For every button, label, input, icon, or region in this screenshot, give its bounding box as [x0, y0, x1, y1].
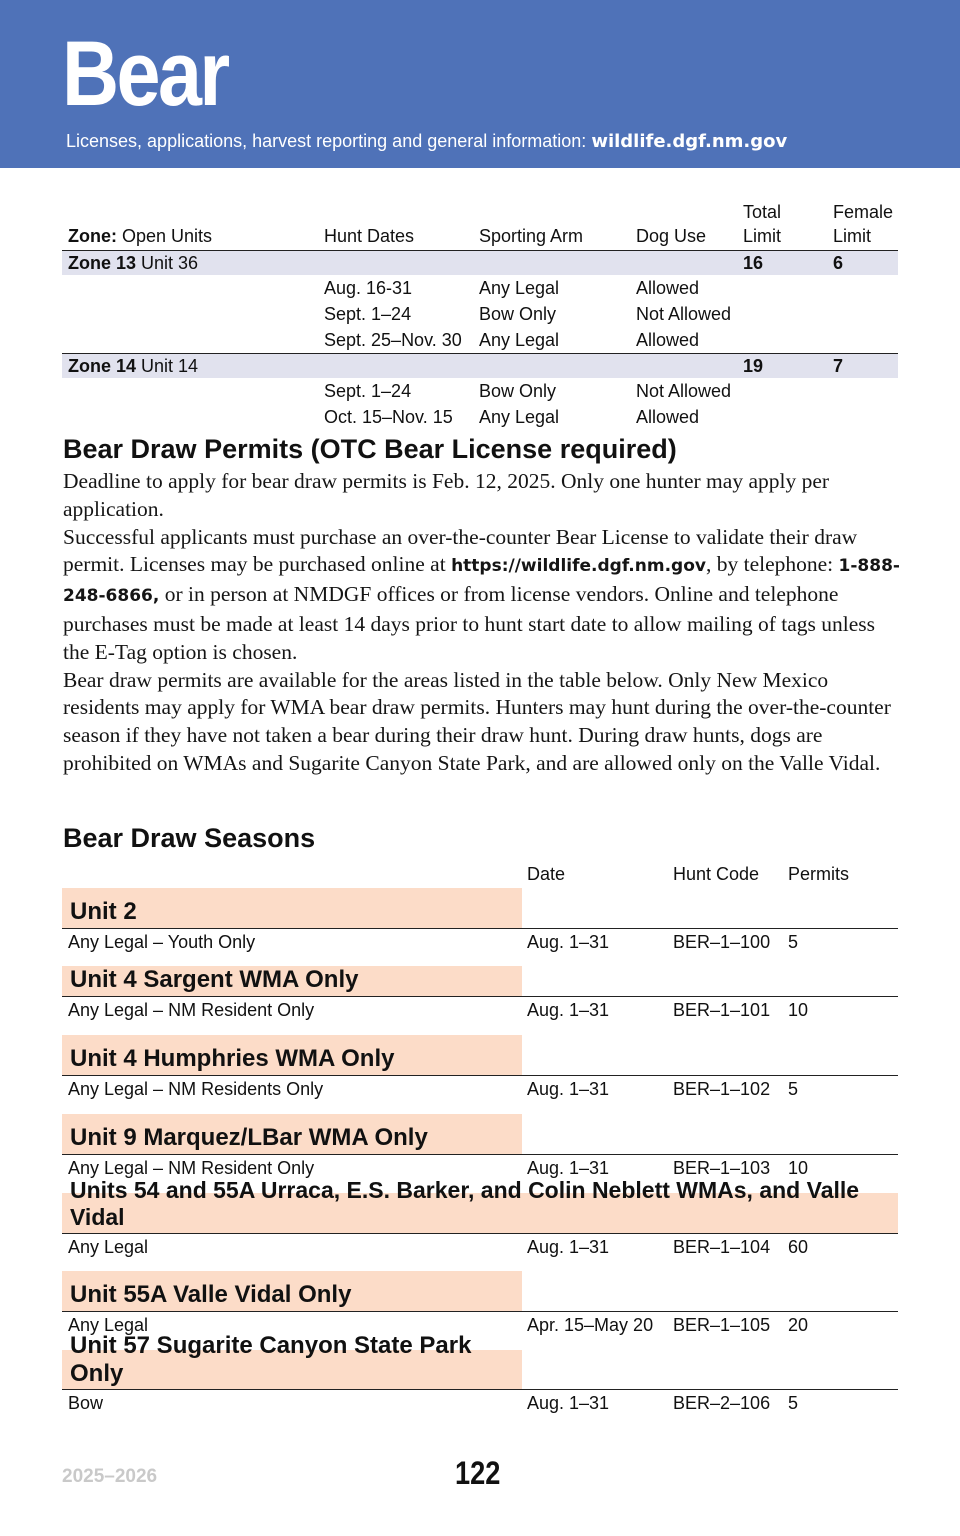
hunt-description: Any Legal – NM Resident Only: [68, 1158, 315, 1178]
zone-row: [62, 354, 898, 378]
hunt-date: Sept. 1–24: [324, 304, 412, 324]
hunt-date: Apr. 15–May 20: [527, 1315, 654, 1335]
draw-seasons-heading: Bear Draw Seasons: [63, 823, 316, 853]
dog-use: Allowed: [636, 407, 700, 427]
zone-label: Zone 14 Unit 14: [68, 356, 199, 376]
permit-count: 60: [788, 1237, 809, 1257]
otc-zone-table: [62, 200, 898, 430]
license-link[interactable]: https://wildlife.dgf.nm.gov: [451, 556, 706, 577]
permit-count: 10: [788, 1158, 809, 1178]
hunt-code: BER–1–102: [673, 1079, 771, 1099]
dog-use: Allowed: [636, 278, 700, 298]
zone-header: Zone: Open Units: [68, 226, 213, 246]
sporting-arm: Any Legal: [479, 278, 560, 298]
dog-use: Allowed: [636, 330, 700, 350]
table-row: [62, 301, 898, 327]
unit-heading: Unit 4 Sargent WMA Only: [62, 966, 522, 996]
total-limit: 19: [743, 356, 764, 376]
unit-heading: Unit 57 Sugarite Canyon State Park Only: [62, 1350, 522, 1390]
draw-permits-body: [63, 468, 903, 778]
draw-permits-heading: Bear Draw Permits (OTC Bear License required): [63, 434, 677, 464]
unit-heading: Units 54 and 55A Urraca, E.S. Barker, and Colin Neblett WMAs, and Valle Vidal: [62, 1193, 898, 1233]
total-limit: 16: [743, 253, 764, 273]
hunt-date: Aug. 1–31: [527, 1393, 610, 1413]
hunt-date: Aug. 1–31: [527, 1237, 610, 1257]
hunt-code: BER–1–104: [673, 1237, 771, 1257]
header-subtitle: [66, 131, 787, 152]
license-paragraph: Successful applicants must purchase an over-the-counter Bear License to validate their draw permit. Licenses may be purchased online at https://wildlife.dgf.nm.gov, by telephone: 1-888-248-6866, or in person at NMDGF offices or from license vendors. Online and telephone purchases must be made at least 14 days prior to hunt start date to allow mailing of tags unless the E-Tag option is chosen.: [63, 524, 900, 664]
permit-count: 5: [788, 932, 799, 952]
website-link[interactable]: wildlife.dgf.nm.gov: [591, 131, 788, 152]
subtitle-text: Licenses, applications, harvest reporting and general information:: [66, 131, 592, 151]
zone-row: [62, 251, 898, 275]
hunt-code: BER–1–100: [673, 932, 771, 952]
hunt-description: Any Legal: [68, 1315, 149, 1335]
dog-use: Not Allowed: [636, 381, 732, 401]
hunt-date: Aug. 1–31: [527, 1000, 610, 1020]
female-limit-header: Female Limit: [833, 202, 894, 246]
footer-years: 2025–2026: [62, 1466, 158, 1487]
permits-header: Permits: [788, 864, 850, 884]
table-row: [62, 1233, 898, 1261]
female-limit: 7: [833, 356, 844, 376]
sporting-arm: Bow Only: [479, 304, 557, 324]
dog-use-header: Dog Use: [636, 226, 707, 246]
total-limit-header: Total Limit: [743, 202, 782, 246]
permit-count: 5: [788, 1079, 799, 1099]
hunt-date: Oct. 15–Nov. 15: [324, 407, 453, 427]
page-header: [0, 0, 960, 168]
sporting-arm: Any Legal: [479, 330, 560, 350]
table-row: [62, 378, 898, 404]
table-row: [62, 996, 898, 1024]
table-row: [62, 928, 898, 956]
hunt-date: Aug. 1–31: [527, 1079, 610, 1099]
permit-count: 20: [788, 1315, 809, 1335]
hunt-description: Any Legal – NM Residents Only: [68, 1079, 324, 1099]
hunt-date: Sept. 25–Nov. 30: [324, 330, 462, 350]
unit-heading: Unit 9 Marquez/LBar WMA Only: [62, 1114, 522, 1154]
hunt-date: Aug. 1–31: [527, 932, 610, 952]
draw-seasons-header: [62, 864, 898, 888]
hunt-description: Bow: [68, 1393, 104, 1413]
availability-paragraph: Bear draw permits are available for the areas listed in the table below. Only New Mexico residents may apply for WMA bear draw permits. Hunters may hunt during the over-the-counter season if they have not taken a bear during their draw hunt. During draw hunts, dogs are prohibited on WMAs and Sugarite Canyon State Park, and are allowed only on the Valle Vidal.: [63, 667, 891, 775]
unit-heading: Unit 2: [62, 888, 522, 928]
table-header: [62, 200, 898, 251]
hunt-date: Aug. 1–31: [527, 1158, 610, 1178]
phone-number[interactable]: 1-888-248-6866,: [63, 556, 900, 607]
female-limit: 6: [833, 253, 844, 273]
zone-label: Zone 13 Unit 36: [68, 253, 199, 273]
hunt-code: BER–1–105: [673, 1315, 771, 1335]
sporting-arm: Any Legal: [479, 407, 560, 427]
table-row: [62, 404, 898, 430]
table-row: [62, 327, 898, 354]
permit-count: 10: [788, 1000, 809, 1020]
table-row: [62, 1389, 898, 1417]
sporting-arm-header: Sporting Arm: [479, 226, 584, 246]
hunt-dates-header: Hunt Dates: [324, 226, 415, 246]
deadline-paragraph: Deadline to apply for bear draw permits is Feb. 12, 2025. Only one hunter may apply per application.: [63, 469, 830, 521]
table-row: [62, 275, 898, 301]
hunt-code: BER–1–101: [673, 1000, 771, 1020]
page-number: 122: [455, 1455, 501, 1491]
hunt-code: BER–2–106: [673, 1393, 771, 1413]
unit-heading: Unit 4 Humphries WMA Only: [62, 1035, 522, 1075]
date-header: Date: [527, 864, 566, 884]
sporting-arm: Bow Only: [479, 381, 557, 401]
dog-use: Not Allowed: [636, 304, 732, 324]
permit-count: 5: [788, 1393, 799, 1413]
hunt-date: Sept. 1–24: [324, 381, 412, 401]
hunt-description: Any Legal: [68, 1237, 149, 1257]
hunt-code: BER–1–103: [673, 1158, 771, 1178]
page-title: Bear: [62, 23, 228, 125]
hunt-date: Aug. 16-31: [324, 278, 413, 298]
unit-heading: Unit 55A Valle Vidal Only: [62, 1271, 522, 1311]
hunt-code-header: Hunt Code: [673, 864, 760, 884]
hunt-description: Any Legal – Youth Only: [68, 932, 256, 952]
table-row: [62, 1075, 898, 1103]
hunt-description: Any Legal – NM Resident Only: [68, 1000, 315, 1020]
